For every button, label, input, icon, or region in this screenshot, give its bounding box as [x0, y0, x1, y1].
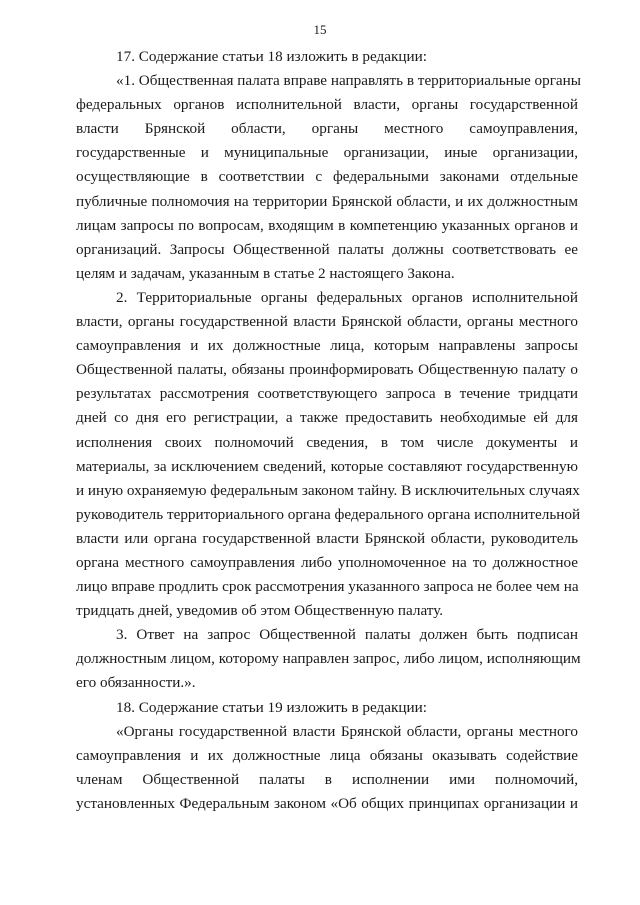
page-number: 15: [313, 22, 327, 37]
text-line: 18. Содержание статьи 19 изложить в редакции:: [116, 698, 427, 716]
text-line: и иную охраняемую федеральным законом тайну. В исключительных случаях: [76, 481, 580, 499]
text-line: тридцать дней, уведомив об этом Общественную палату.: [76, 602, 444, 620]
text-line: лицо вправе продлить срок рассмотрения указанного запроса не более чем на: [76, 578, 579, 596]
text-line: должностным лицом, которому направлен запрос, либо лицом, исполняющим: [76, 650, 581, 668]
text-line: осуществляющие в соответствии с федеральными законами отдельные: [76, 168, 578, 186]
text-line: органа местного самоуправления либо уполномоченное на то должностное: [76, 553, 578, 571]
text-line: федеральных органов исполнительной власти, органы государственной: [76, 96, 578, 114]
text-line: материалы, за исключением сведений, которые составляют государственную: [76, 457, 578, 475]
text-line: 2. Территориальные органы федеральных органов исполнительной: [116, 288, 578, 306]
text-line: публичные полномочия на территории Брянской области, и их должностным: [76, 192, 578, 210]
text-line: членам Общественной палаты в исполнении ими полномочий,: [76, 770, 578, 788]
text-line: самоуправления и их должностные лица, которым направлены запросы: [76, 337, 578, 355]
paragraph: [76, 45, 578, 69]
text-line: власти Брянской области, органы местного самоуправления,: [76, 120, 578, 138]
document-body: [76, 45, 581, 816]
text-line: лицам запросы по вопросам, входящим в компетенцию указанных органов и: [76, 216, 578, 234]
text-line: исполнения своих полномочий сведения, в том числе документы и: [76, 433, 578, 451]
paragraph: [76, 720, 578, 816]
text-line: установленных Федеральным законом «Об общих принципах организации и: [76, 794, 578, 812]
text-line: 17. Содержание статьи 18 изложить в редакции:: [116, 48, 427, 65]
text-line: Общественной палаты, обязаны проинформировать Общественную палату о: [76, 361, 578, 379]
paragraph: [76, 69, 581, 286]
text-line: «Органы государственной власти Брянской области, органы местного: [116, 722, 578, 740]
text-line: власти, органы государственной власти Брянской области, органы местного: [76, 313, 578, 331]
paragraph: [76, 286, 581, 623]
paragraph: [76, 623, 581, 695]
text-line: его обязанности.».: [76, 674, 196, 692]
text-line: дней со дня его регистрации, а также предоставить необходимые ей для: [76, 409, 578, 427]
text-line: самоуправления и их должностные лица обязаны оказывать содействие: [76, 746, 578, 764]
text-line: организаций. Запросы Общественной палаты должны соответствовать ее: [76, 240, 578, 258]
text-line: власти или органа государственной власти Брянской области, руководитель: [76, 529, 578, 547]
text-line: «1. Общественная палата вправе направлять в территориальные органы: [116, 72, 581, 90]
text-line: государственные и муниципальные организации, иные организации,: [76, 144, 578, 162]
paragraph: [76, 696, 578, 720]
text-line: руководитель территориального органа федерального органа исполнительной: [76, 505, 581, 523]
text-line: целям и задачам, указанным в статье 2 настоящего Закона.: [76, 264, 455, 282]
text-line: результатах рассмотрения соответствующего запроса в течение тридцати: [76, 385, 578, 403]
text-line: 3. Ответ на запрос Общественной палаты должен быть подписан: [116, 626, 578, 644]
